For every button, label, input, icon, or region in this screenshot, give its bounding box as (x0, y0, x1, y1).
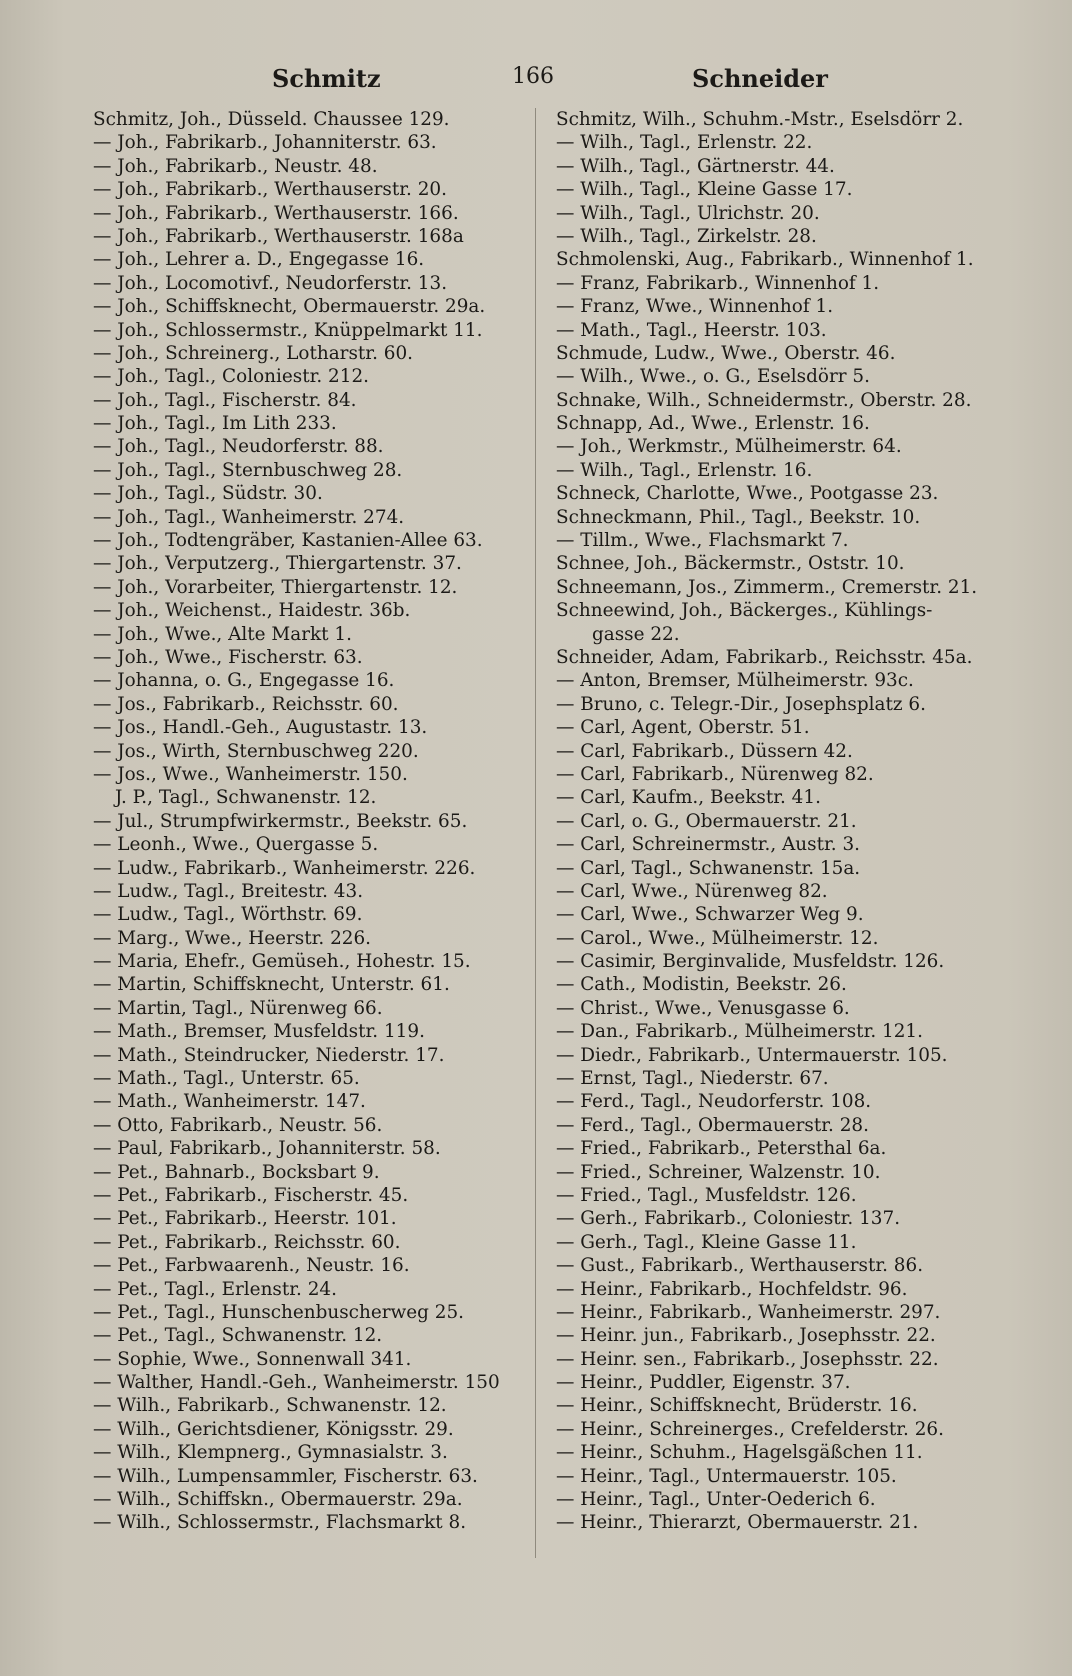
directory-entry: — Joh., Schiffsknecht, Obermauerstr. 29a. (93, 296, 486, 318)
directory-entry: — Joh., Lehrer a. D., Engegasse 16. (93, 249, 425, 271)
directory-entry: — Joh., Todtengräber, Kastanien-Allee 63. (93, 530, 483, 552)
directory-entry: — Christ., Wwe., Venusgasse 6. (556, 997, 850, 1019)
right-column (556, 108, 1026, 1535)
directory-entry: Schnee, Joh., Bäckermstr., Oststr. 10. (556, 553, 905, 575)
directory-entry: — Joh., Tagl., Wanheimerstr. 274. (93, 506, 405, 528)
directory-entry: — Ferd., Tagl., Obermauerstr. 28. (556, 1114, 869, 1136)
directory-entry: — Heinr., Puddler, Eigenstr. 37. (556, 1372, 851, 1394)
directory-entry: — Joh., Wwe., Alte Markt 1. (93, 623, 352, 645)
directory-entry: — Fried., Schreiner, Walzenstr. 10. (556, 1161, 881, 1183)
directory-entry: — Pet., Tagl., Erlenstr. 24. (93, 1278, 337, 1300)
directory-entry: — Martin, Schiffsknecht, Unterstr. 61. (93, 974, 450, 996)
directory-entry: Schneck, Charlotte, Wwe., Pootgasse 23. (556, 483, 939, 505)
directory-entry: — Joh., Weichenst., Haidestr. 36b. (93, 600, 411, 622)
directory-entry: — Jos., Fabrikarb., Reichsstr. 60. (93, 693, 399, 715)
directory-entry: — Joh., Fabrikarb., Neustr. 48. (93, 155, 378, 177)
directory-entry: — Walther, Handl.-Geh., Wanheimerstr. 150 (93, 1372, 500, 1394)
directory-entry: — Heinr., Fabrikarb., Wanheimerstr. 297. (556, 1301, 941, 1323)
directory-entry: — Franz, Wwe., Winnenhof 1. (556, 296, 834, 318)
directory-entry: — Joh., Fabrikarb., Werthauserstr. 168a (93, 225, 464, 247)
directory-entry: — Carl, Agent, Oberstr. 51. (556, 717, 810, 739)
directory-entry: — Cath., Modistin, Beekstr. 26. (556, 974, 847, 996)
directory-entry: — Heinr., Fabrikarb., Hochfeldstr. 96. (556, 1278, 908, 1300)
directory-entry: — Heinr. jun., Fabrikarb., Josephsstr. 22. (556, 1325, 936, 1347)
directory-entry: — Dan., Fabrikarb., Mülheimerstr. 121. (556, 1021, 923, 1043)
directory-entry: — Wilh., Schiffskn., Obermauerstr. 29a. (93, 1489, 463, 1511)
directory-entry: — Carl, o. G., Obermauerstr. 21. (556, 810, 857, 832)
directory-entry: — Heinr., Thierarzt, Obermauerstr. 21. (556, 1512, 919, 1534)
directory-entry: — Jos., Wirth, Sternbuschweg 220. (93, 740, 419, 762)
directory-entry: — Wilh., Tagl., Ulrichstr. 20. (556, 202, 820, 224)
directory-entry: — Wilh., Fabrikarb., Schwanenstr. 12. (93, 1395, 447, 1417)
directory-entry: — Joh., Tagl., Neudorferstr. 88. (93, 436, 384, 458)
directory-entry: — Casimir, Berginvalide, Musfeldstr. 126. (556, 951, 945, 973)
directory-entry: — Joh., Schreinerg., Lotharstr. 60. (93, 342, 414, 364)
directory-entry: — Wilh., Tagl., Erlenstr. 16. (556, 459, 813, 481)
directory-entry: — Pet., Tagl., Hunschenbuscherweg 25. (93, 1301, 464, 1323)
directory-entry: — Wilh., Gerichtsdiener, Königsstr. 29. (93, 1418, 454, 1440)
directory-entry: — Math., Wanheimerstr. 147. (93, 1091, 366, 1113)
directory-entry: — Anton, Bremser, Mülheimerstr. 93c. (556, 670, 914, 692)
directory-entry: — Heinr., Schiffsknecht, Brüderstr. 16. (556, 1395, 918, 1417)
directory-entry: — Wilh., Tagl., Kleine Gasse 17. (556, 179, 853, 201)
directory-entry: — Math., Steindrucker, Niederstr. 17. (93, 1044, 445, 1066)
directory-entry: — Heinr., Schuhm., Hagelsgäßchen 11. (556, 1442, 923, 1464)
directory-entry: — Otto, Fabrikarb., Neustr. 56. (93, 1114, 383, 1136)
directory-entry: Schneckmann, Phil., Tagl., Beekstr. 10. (556, 506, 921, 528)
directory-entry: gasse 22. (592, 623, 680, 645)
directory-entry: — Joh., Tagl., Fischerstr. 84. (93, 389, 357, 411)
directory-entry: — Carl, Tagl., Schwanenstr. 15a. (556, 857, 861, 879)
directory-entry: — Carl, Wwe., Schwarzer Weg 9. (556, 904, 864, 926)
directory-entry: — Sophie, Wwe., Sonnenwall 341. (93, 1348, 412, 1370)
directory-entry: — Jos., Handl.-Geh., Augustastr. 13. (93, 717, 428, 739)
directory-entry: — Joh., Wwe., Fischerstr. 63. (93, 646, 363, 668)
directory-entry: J. P., Tagl., Schwanenstr. 12. (115, 787, 377, 809)
column-divider (535, 108, 536, 1558)
directory-entry: Schmitz, Joh., Düsseld. Chaussee 129. (93, 109, 450, 130)
directory-entry: — Joh., Verputzerg., Thiergartenstr. 37. (93, 553, 462, 575)
directory-entry: — Pet., Farbwaarenh., Neustr. 16. (93, 1255, 410, 1277)
page-header (0, 64, 1072, 100)
directory-entry: — Paul, Fabrikarb., Johanniterstr. 58. (93, 1138, 441, 1160)
header-left-name: Schmitz (272, 64, 381, 93)
directory-entry: — Joh., Tagl., Südstr. 30. (93, 483, 323, 505)
directory-entry: — Wilh., Klempnerg., Gymnasialstr. 3. (93, 1442, 448, 1464)
directory-entry: — Wilh., Tagl., Gärtnerstr. 44. (556, 155, 835, 177)
directory-entry: — Carol., Wwe., Mülheimerstr. 12. (556, 927, 879, 949)
directory-entry: — Pet., Tagl., Schwanenstr. 12. (93, 1325, 383, 1347)
directory-entry: — Joh., Locomotivf., Neudorferstr. 13. (93, 272, 448, 294)
directory-entry: — Leonh., Wwe., Quergasse 5. (93, 834, 379, 856)
directory-entry: Schneewind, Joh., Bäckerges., Kühlings- (556, 600, 933, 622)
directory-entry: — Carl, Kaufm., Beekstr. 41. (556, 787, 821, 809)
directory-entry: — Joh., Vorarbeiter, Thiergartenstr. 12. (93, 576, 458, 598)
directory-entry: Schmude, Ludw., Wwe., Oberstr. 46. (556, 342, 896, 364)
directory-entry: — Jul., Strumpfwirkermstr., Beekstr. 65. (93, 810, 468, 832)
directory-entry: — Gust., Fabrikarb., Werthauserstr. 86. (556, 1255, 924, 1277)
directory-entry: Schnapp, Ad., Wwe., Erlenstr. 16. (556, 413, 870, 435)
directory-entry: — Fried., Fabrikarb., Petersthal 6a. (556, 1138, 887, 1160)
directory-entry: Schneemann, Jos., Zimmerm., Cremerstr. 21. (556, 576, 978, 598)
directory-entry: — Maria, Ehefr., Gemüseh., Hohestr. 15. (93, 951, 471, 973)
directory-entry: — Pet., Bahnarb., Bocksbart 9. (93, 1161, 380, 1183)
directory-entry: — Tillm., Wwe., Flachsmarkt 7. (556, 530, 849, 552)
directory-entry: — Carl, Fabrikarb., Nürenweg 82. (556, 763, 874, 785)
directory-entry: — Carl, Fabrikarb., Düssern 42. (556, 740, 853, 762)
page-number: 166 (512, 64, 554, 89)
directory-entry: — Heinr., Tagl., Unter-Oederich 6. (556, 1489, 876, 1511)
directory-entry: — Pet., Fabrikarb., Heerstr. 101. (93, 1208, 397, 1230)
directory-entry: Schnake, Wilh., Schneidermstr., Oberstr. 28. (556, 389, 972, 411)
directory-entry: — Joh., Fabrikarb., Werthauserstr. 20. (93, 179, 447, 201)
directory-entry: — Joh., Tagl., Coloniestr. 212. (93, 366, 370, 388)
directory-entry: — Fried., Tagl., Musfeldstr. 126. (556, 1184, 857, 1206)
directory-entry: — Gerh., Tagl., Kleine Gasse 11. (556, 1231, 857, 1253)
directory-entry: — Heinr., Tagl., Untermauerstr. 105. (556, 1465, 897, 1487)
directory-entry: — Pet., Fabrikarb., Reichsstr. 60. (93, 1231, 401, 1253)
directory-entry: — Joh., Fabrikarb., Werthauserstr. 166. (93, 202, 459, 224)
directory-entry: — Carl, Schreinermstr., Austr. 3. (556, 834, 860, 856)
directory-entry: — Math., Tagl., Heerstr. 103. (556, 319, 827, 341)
directory-entry: Schneider, Adam, Fabrikarb., Reichsstr. 45a. (556, 646, 973, 668)
directory-entry: — Franz, Fabrikarb., Winnenhof 1. (556, 272, 880, 294)
directory-entry: — Joh., Tagl., Sternbuschweg 28. (93, 459, 403, 481)
directory-entry: — Johanna, o. G., Engegasse 16. (93, 670, 395, 692)
directory-entry: — Heinr. sen., Fabrikarb., Josephsstr. 22. (556, 1348, 939, 1370)
directory-entry: — Ludw., Tagl., Breitestr. 43. (93, 880, 364, 902)
directory-entry: — Wilh., Tagl., Zirkelstr. 28. (556, 225, 817, 247)
directory-entry: — Ferd., Tagl., Neudorferstr. 108. (556, 1091, 872, 1113)
directory-entry: — Wilh., Schlossermstr., Flachsmarkt 8. (93, 1512, 467, 1534)
directory-entry: — Gerh., Fabrikarb., Coloniestr. 137. (556, 1208, 901, 1230)
directory-entry: Schmolenski, Aug., Fabrikarb., Winnenhof 1. (556, 249, 974, 271)
directory-entry: — Joh., Schlossermstr., Knüppelmarkt 11. (93, 319, 483, 341)
directory-entry: — Martin, Tagl., Nürenweg 66. (93, 997, 383, 1019)
directory-entry: — Carl, Wwe., Nürenweg 82. (556, 880, 828, 902)
directory-entry: — Joh., Tagl., Im Lith 233. (93, 413, 337, 435)
directory-entry: — Joh., Fabrikarb., Johanniterstr. 63. (93, 132, 437, 154)
directory-entry: — Pet., Fabrikarb., Fischerstr. 45. (93, 1184, 409, 1206)
header-right-name: Schneider (692, 64, 828, 93)
directory-entry: Schmitz, Wilh., Schuhm.-Mstr., Eselsdörr 2. (556, 109, 964, 130)
directory-entry: — Math., Bremser, Musfeldstr. 119. (93, 1021, 425, 1043)
directory-entry: — Marg., Wwe., Heerstr. 226. (93, 927, 372, 949)
directory-entry: — Wilh., Lumpensammler, Fischerstr. 63. (93, 1465, 478, 1487)
directory-entry: — Ernst, Tagl., Niederstr. 67. (556, 1068, 829, 1090)
directory-entry: — Heinr., Schreinerges., Crefelderstr. 26. (556, 1418, 944, 1440)
directory-entry: — Jos., Wwe., Wanheimerstr. 150. (93, 763, 408, 785)
directory-entry: — Diedr., Fabrikarb., Untermauerstr. 105. (556, 1044, 948, 1066)
directory-entry: — Wilh., Tagl., Erlenstr. 22. (556, 132, 813, 154)
directory-entry: — Bruno, c. Telegr.-Dir., Josephsplatz 6. (556, 693, 926, 715)
directory-entry: — Ludw., Fabrikarb., Wanheimerstr. 226. (93, 857, 476, 879)
directory-entry: — Wilh., Wwe., o. G., Eselsdörr 5. (556, 366, 870, 388)
directory-entry: — Math., Tagl., Unterstr. 65. (93, 1068, 360, 1090)
directory-entry: — Ludw., Tagl., Wörthstr. 69. (93, 904, 363, 926)
directory-entry: — Joh., Werkmstr., Mülheimerstr. 64. (556, 436, 902, 458)
left-column (93, 108, 588, 1535)
